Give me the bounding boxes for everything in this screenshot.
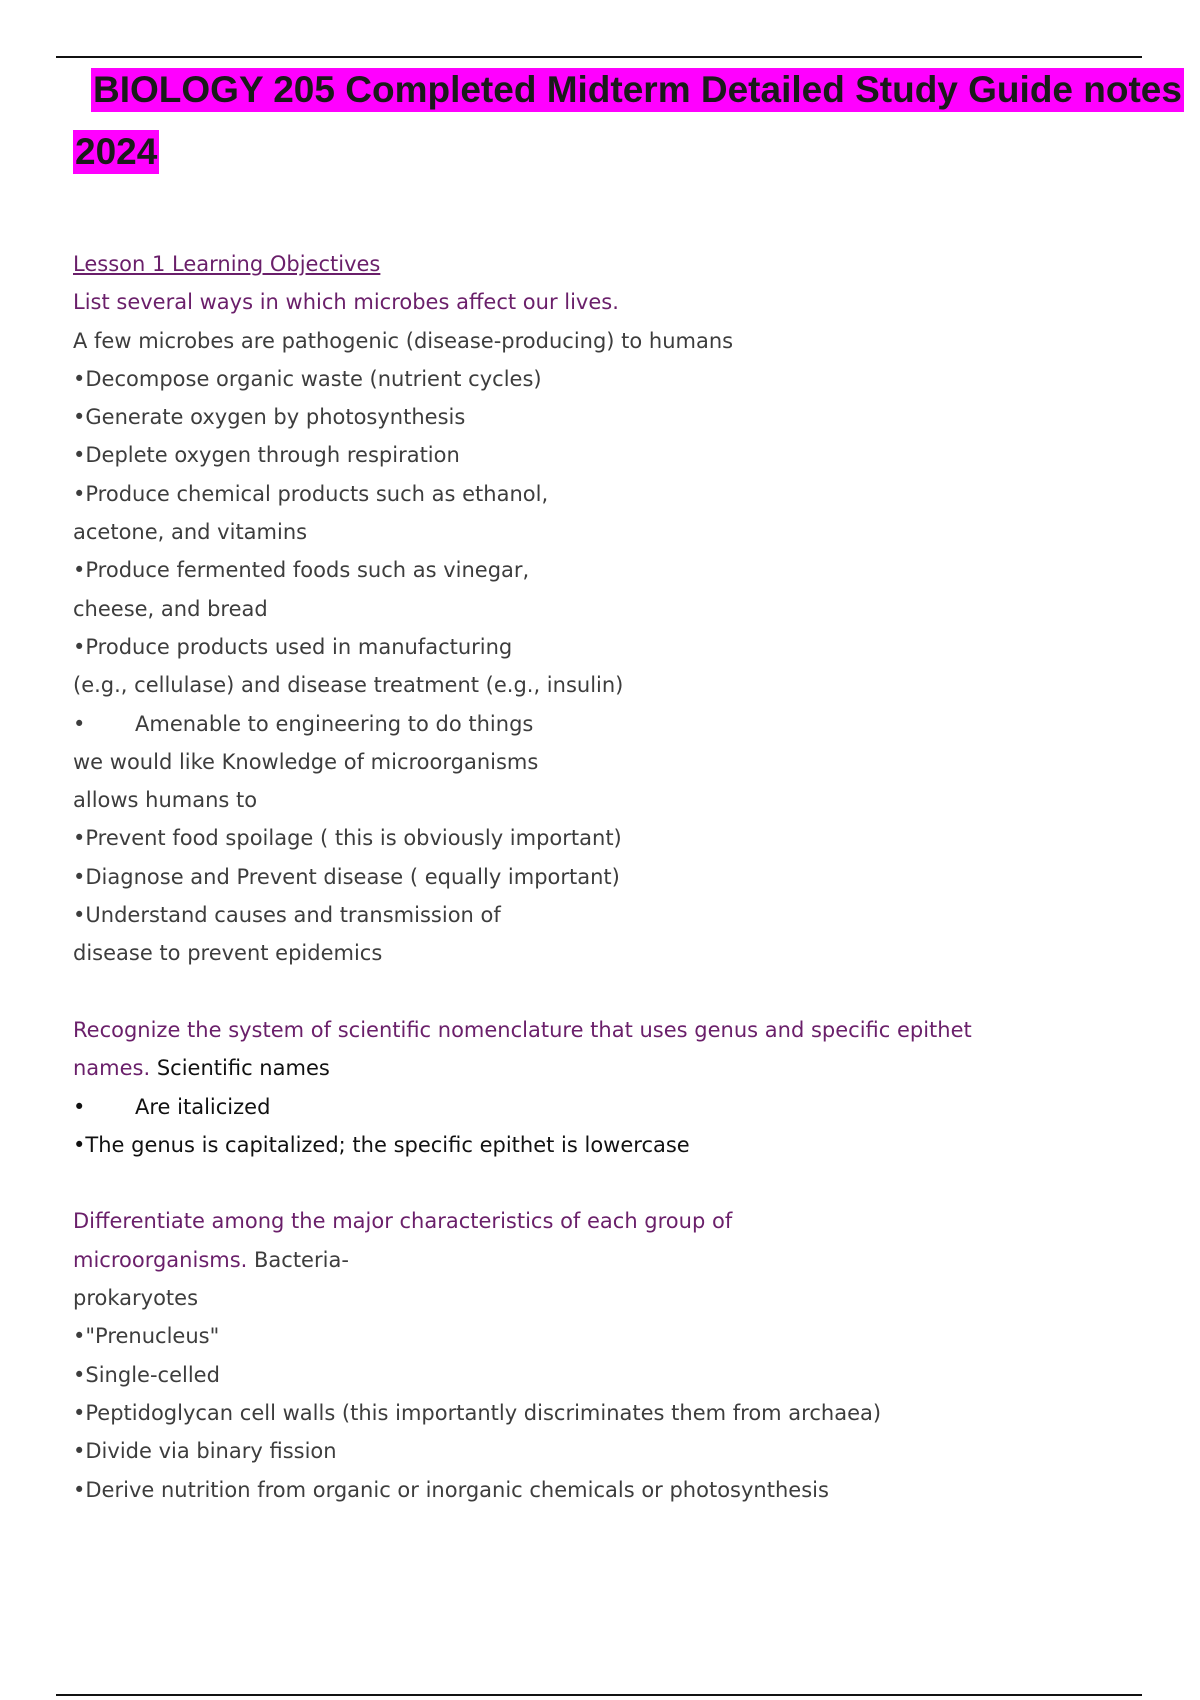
- objective-groups: Differentiate among the major characteristics of each group of: [73, 1209, 733, 1234]
- title-line-1: BIOLOGY 205 Completed Midterm Detailed Study Guide notes: [93, 69, 1182, 110]
- bullet-item: •Prevent food spoilage ( this is obviously important): [73, 826, 622, 851]
- body-line: disease to prevent epidemics: [73, 941, 383, 966]
- bullet-item: •The genus is capitalized; the specific epithet is lowercase: [73, 1132, 690, 1157]
- bullet-item: •Decompose organic waste (nutrient cycles): [73, 366, 542, 391]
- paragraph-gap: [73, 973, 1133, 1011]
- bottom-rule: [56, 1694, 1142, 1696]
- body-line: allows humans to: [73, 788, 258, 813]
- bullet-dot: •: [73, 1094, 86, 1119]
- scientific-names-label: Scientific names: [150, 1056, 330, 1081]
- title-line-2: 2024: [75, 131, 158, 172]
- bullet-item: •Understand causes and transmission of: [73, 903, 501, 928]
- bullet-item: •Produce fermented foods such as vinegar,: [73, 558, 530, 583]
- lesson-heading: [73, 245, 1133, 283]
- objective-nomenclature: Recognize the system of scientific nomenclature that uses genus and specific epithet: [73, 1017, 972, 1042]
- body-line: we would like Knowledge of microorganisms: [73, 749, 539, 774]
- bullet-item: •"Prenucleus": [73, 1324, 220, 1349]
- bullet-item-tabbed: [73, 705, 1133, 743]
- bacteria-label: Bacteria-: [247, 1247, 349, 1272]
- bullet-item: •Peptidoglycan cell walls (this importantly discriminates them from archaea): [73, 1400, 882, 1425]
- objective-nomenclature-end: names.: [73, 1056, 151, 1081]
- bullet-item: •Derive nutrition from organic or inorganic chemicals or photosynthesis: [73, 1477, 829, 1502]
- bullet-item: •Produce chemical products such as ethanol,: [73, 481, 549, 506]
- bullet-item-tabbed: [73, 1088, 1133, 1126]
- top-rule: [56, 56, 1142, 58]
- objective-groups-end: microorganisms.: [73, 1247, 248, 1272]
- document-title: [73, 68, 1182, 174]
- document-body: [73, 245, 1133, 1509]
- objective-microbes-lives: List several ways in which microbes affect our lives.: [73, 290, 619, 315]
- paragraph-gap: [73, 1164, 1133, 1202]
- body-line: (e.g., cellulase) and disease treatment (e.g., insulin): [73, 673, 624, 698]
- bullet-dot: •: [73, 711, 86, 736]
- body-line: cheese, and bread: [73, 596, 268, 621]
- lesson-heading-link[interactable]: Lesson 1 Learning Objectives: [73, 252, 381, 276]
- objective-nomenclature-continued: [73, 1049, 1133, 1087]
- body-line: prokaryotes: [73, 1286, 199, 1311]
- bullet-item: •Produce products used in manufacturing: [73, 634, 513, 659]
- bullet-text: Are italicized: [135, 1094, 271, 1119]
- objective-groups-continued: [73, 1241, 1133, 1279]
- bullet-item: •Generate oxygen by photosynthesis: [73, 405, 466, 430]
- bullet-item: •Single-celled: [73, 1362, 220, 1387]
- body-line: A few microbes are pathogenic (disease-producing) to humans: [73, 328, 734, 353]
- bullet-item: •Diagnose and Prevent disease ( equally important): [73, 864, 620, 889]
- bullet-text: Amenable to engineering to do things: [135, 711, 534, 736]
- bullet-item: •Divide via binary fission: [73, 1439, 337, 1464]
- bullet-item: •Deplete oxygen through respiration: [73, 443, 460, 468]
- body-line: acetone, and vitamins: [73, 520, 308, 545]
